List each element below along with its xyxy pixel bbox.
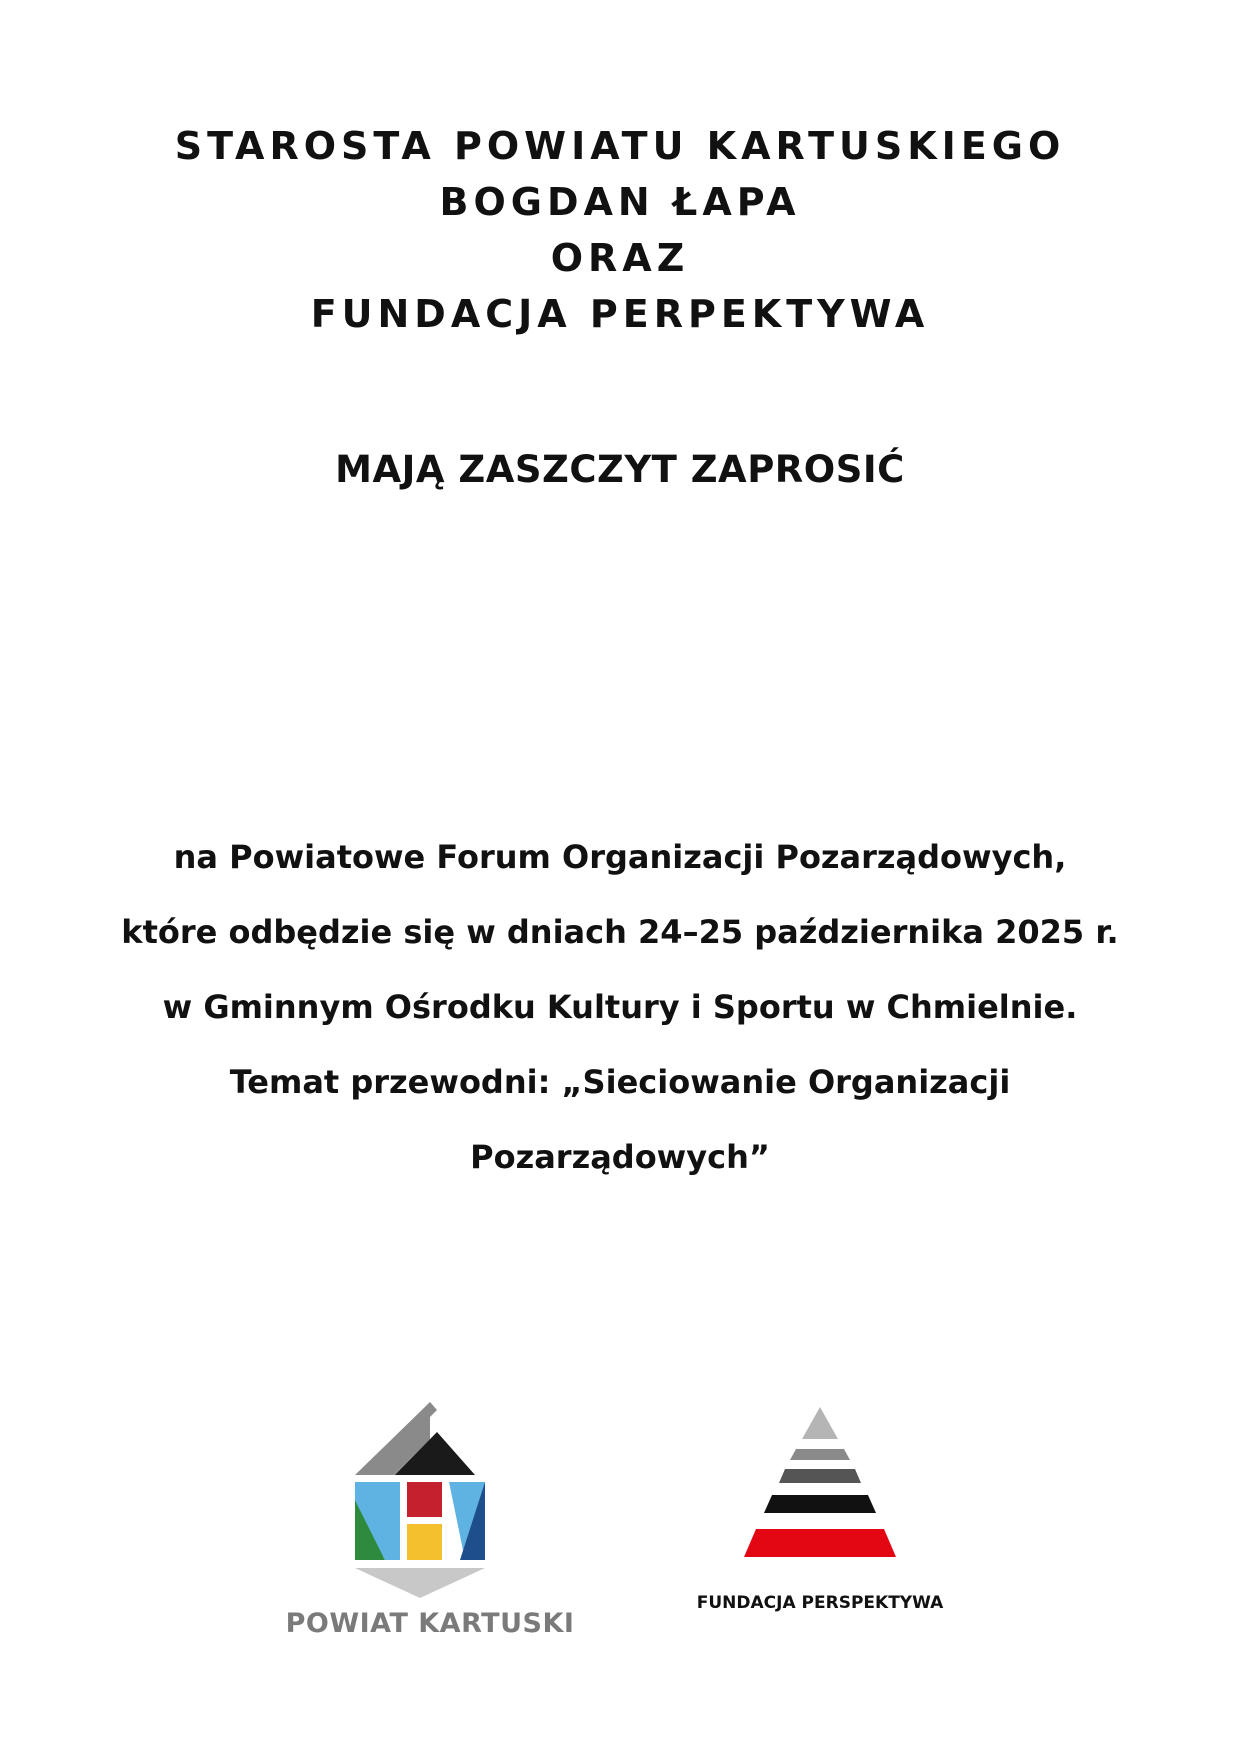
body-line-venue: w Gminnym Ośrodku Kultury i Sportu w Chmielnie. [162,988,1078,1026]
body-line-forum: na Powiatowe Forum Organizacji Pozarządowych, [173,838,1067,876]
body-line-date: które odbędzie się w dniach 24–25 października 2025 r. [121,913,1119,951]
body-line-theme-end: Pozarządowych” [470,1138,770,1176]
body-line-theme: Temat przewodni: „Sieciowanie Organizacji [229,1063,1011,1101]
powiat-kartuski-label: POWIAT KARTUSKI [285,1608,575,1639]
fundacja-perspektywa-label: FUNDACJA PERSPEKTYWA [696,1593,944,1613]
invite-title: MAJĄ ZASZCZYT ZAPROSIĆ [335,448,905,491]
powiat-kartuski-logo-icon [355,1400,505,1600]
header-line-name: BOGDAN ŁAPA [439,180,801,224]
header-line-oraz: ORAZ [550,236,690,280]
fundacja-perspektywa-logo [680,1405,960,1635]
header-line-starosta: STAROSTA POWIATU KARTUSKIEGO [174,124,1066,168]
header [0,118,1240,342]
fundacja-perspektywa-logo-icon [690,1405,950,1585]
header-line-fundacja: FUNDACJA PERPEKTYWA [310,292,930,336]
powiat-kartuski-logo [270,1400,590,1660]
invitation-body [60,820,1180,1195]
